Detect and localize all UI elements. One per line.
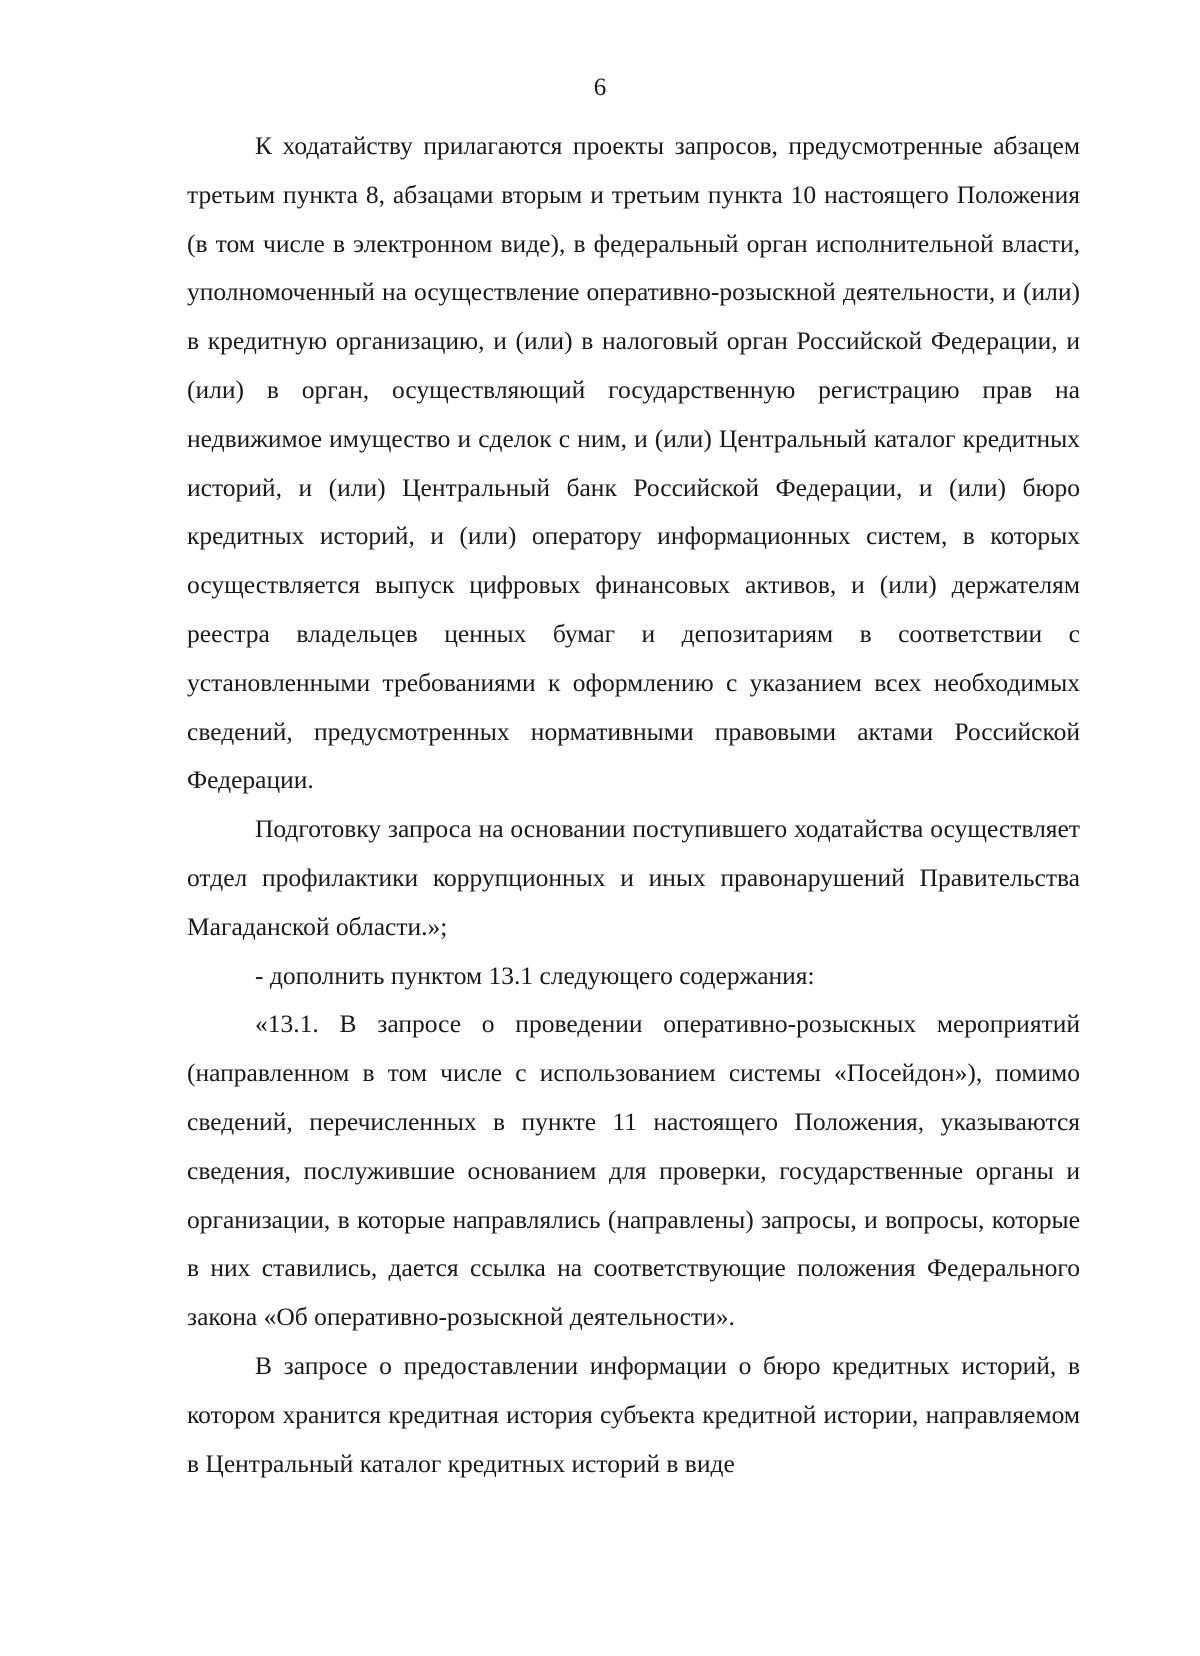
paragraph-clause-13-1: «13.1. В запросе о проведении оперативно-розыскных мероприятий (направленном в том числе с использованием системы «Посейдон»), помимо сведений, перечисленных в пункте 11 настоящего Положения, указываются сведения, послужившие основанием для проверки, государственные органы и организации, в которые направлялись (направлены) запросы, и вопросы, которые в них ставились, дается ссылка на соответствующие положения Федерального закона «Об оперативно-розыскной деятельности». xyxy=(187,1009,1080,1332)
paragraph-amendment-intro: - дополнить пунктом 13.1 следующего содержания: xyxy=(255,960,815,990)
paragraph-attachments: К ходатайству прилагаются проекты запросов, предусмотренные абзацем третьим пункта 8, абзацами вторым и третьим пункта 10 настоящего Положения (в том числе в электронном виде), в федеральный орган исполнительной власти, уполномоченный на осуществление оперативно-розыскной деятельности, и (или) в кредитную организацию, и (или) в налоговый орган Российской Федерации, и (или) в орган, осуществляющий государственную регистрацию прав на недвижимое имущество и сделок с ним, и (или) Центральный каталог кредитных историй, и (или) Центральный банк Российской Федерации, и (или) бюро кредитных историй, и (или) оператору информационных систем, в которых осуществляется выпуск цифровых финансовых активов, и (или) держателям реестра владельцев ценных бумаг и депозитариям в соответствии с установленными требованиями к оформлению с указанием всех необходимых сведений, предусмотренных нормативными правовыми актами Российской Федерации. xyxy=(187,131,1080,795)
document-body xyxy=(187,122,1080,1488)
paragraph-request-preparation: Подготовку запроса на основании поступившего ходатайства осуществляет отдел профилактики коррупционных и иных правонарушений Правительства Магаданской области.»; xyxy=(187,814,1080,941)
page-number: 6 xyxy=(593,74,607,101)
paragraph-credit-history-request: В запросе о предоставлении информации о бюро кредитных историй, в котором хранится кредитная история субъекта кредитной истории, направляемом в Центральный каталог кредитных историй в виде xyxy=(187,1350,1080,1478)
